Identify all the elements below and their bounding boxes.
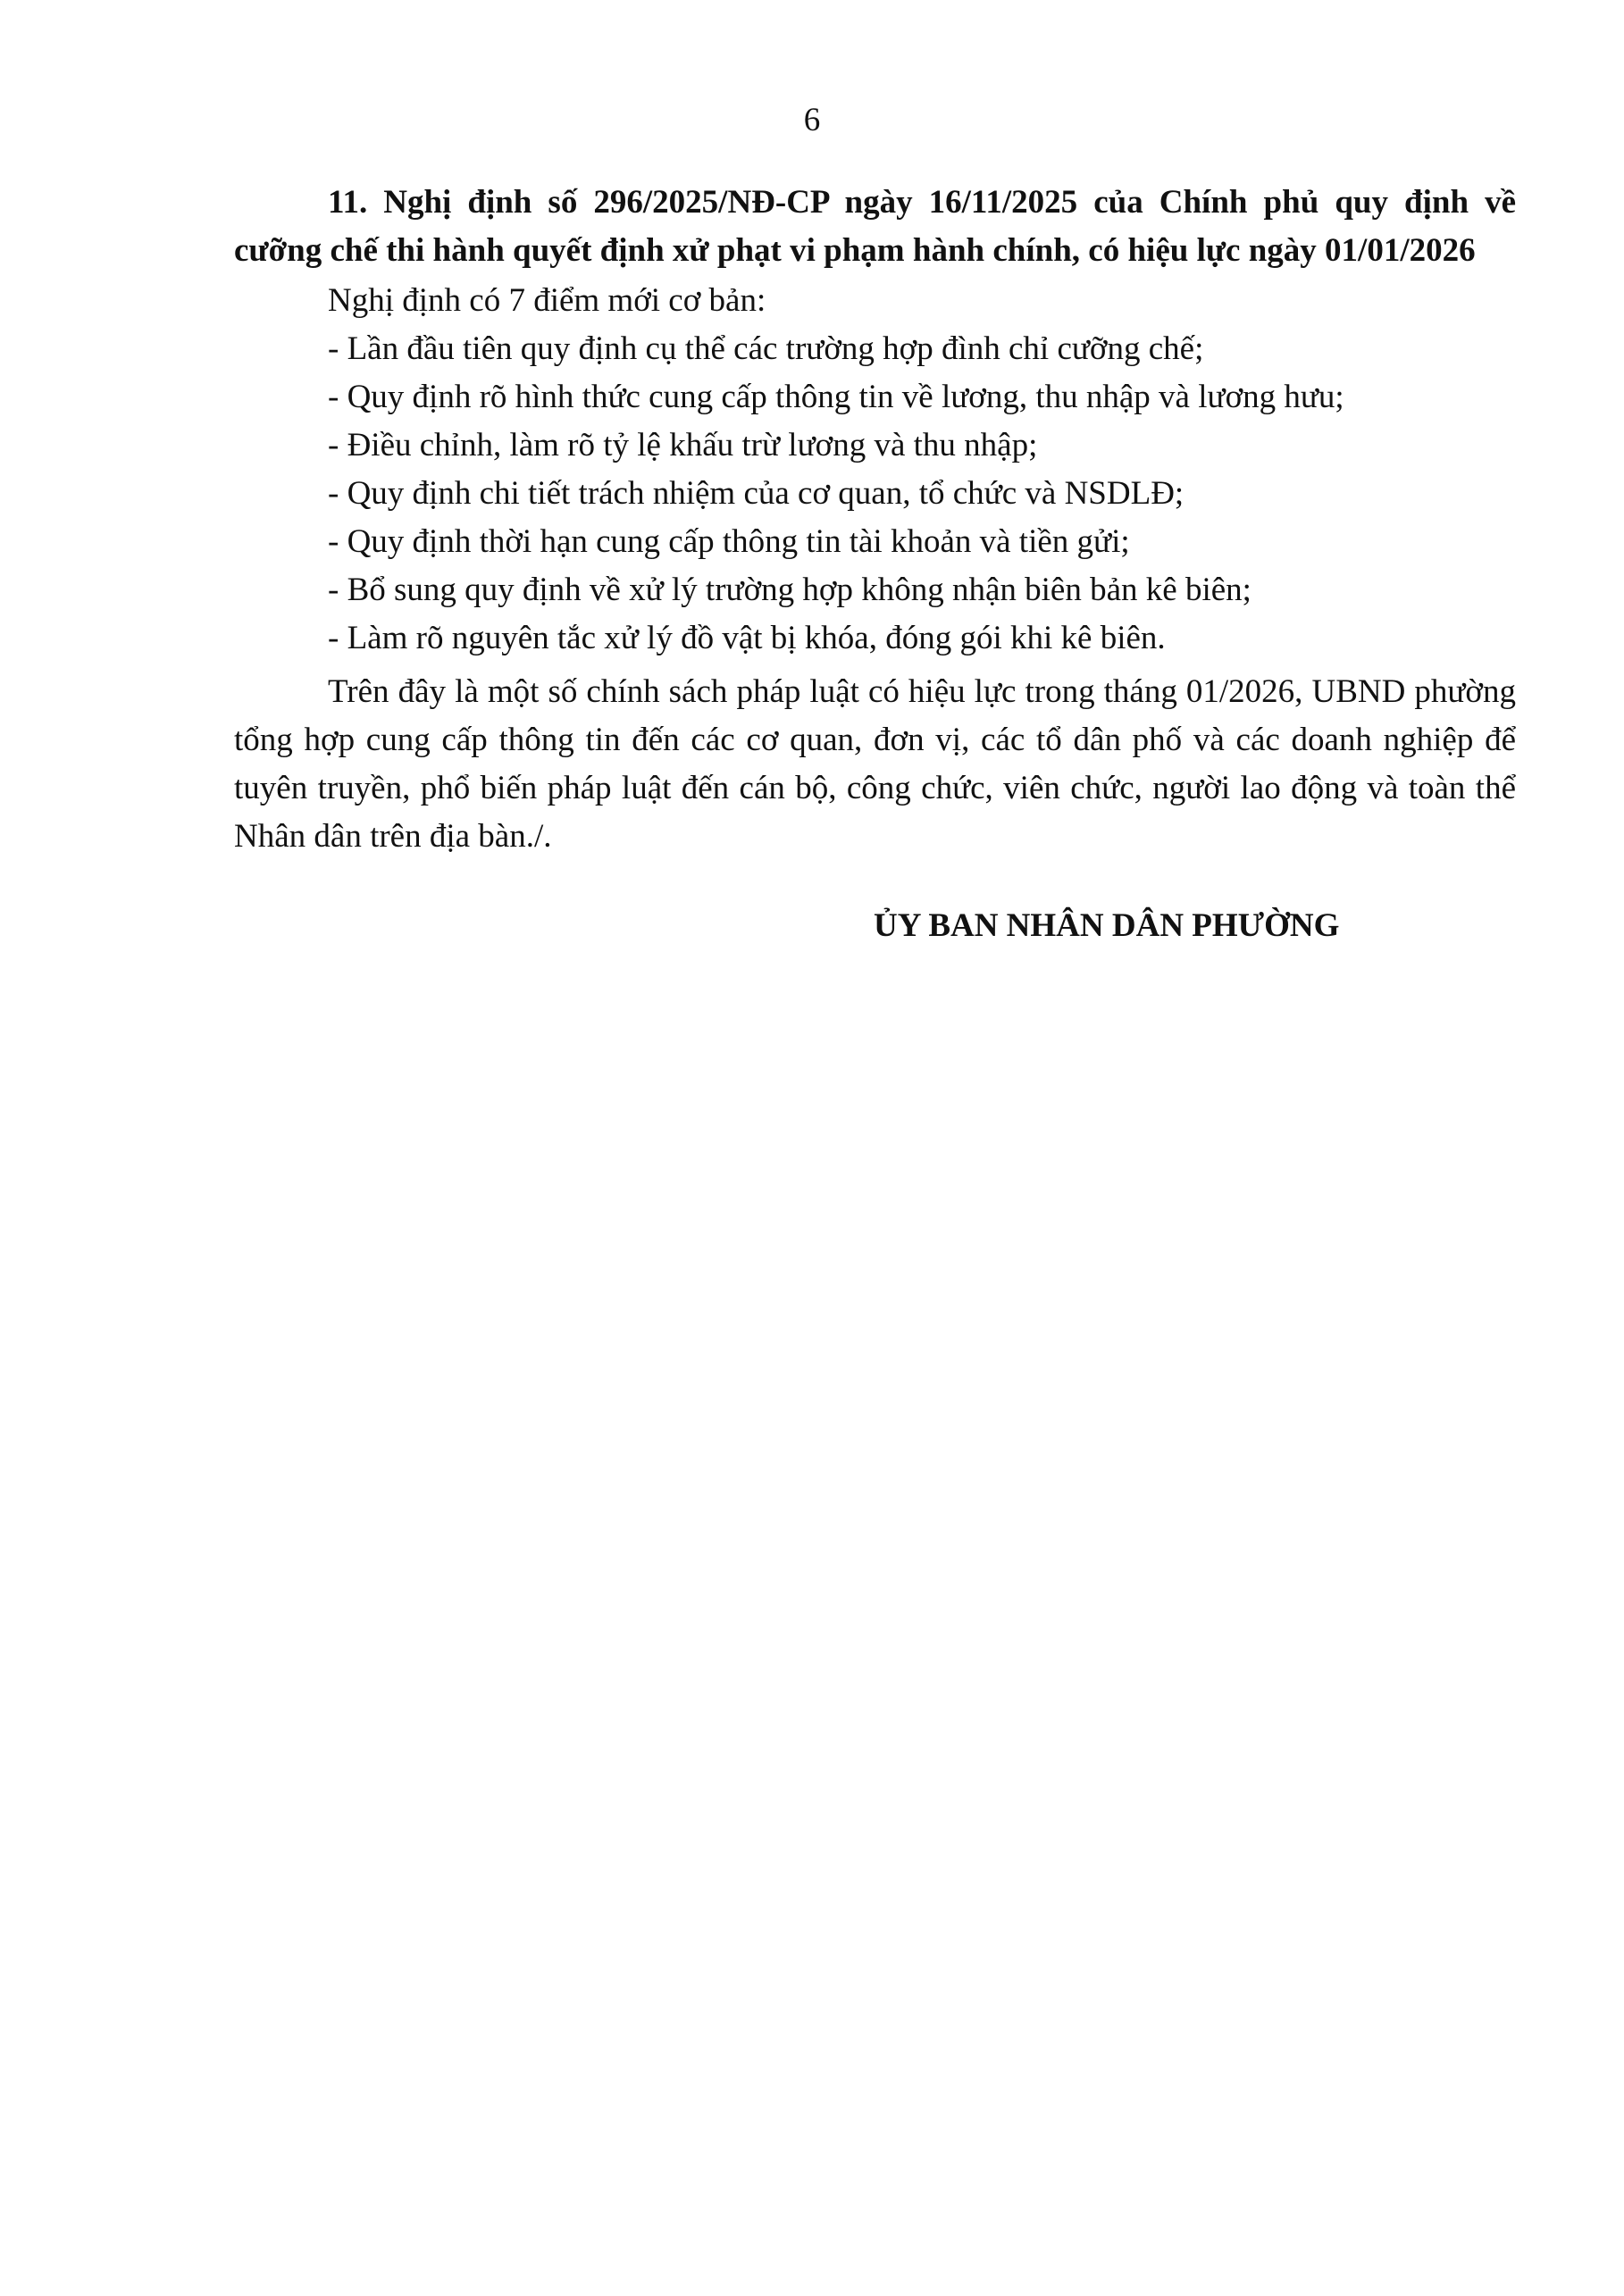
list-item: - Bổ sung quy định về xử lý trường hợp không nhận biên bản kê biên; xyxy=(328,572,1251,608)
list-item: - Quy định thời hạn cung cấp thông tin tài khoản và tiền gửi; xyxy=(328,523,1130,560)
section-intro: Nghị định có 7 điểm mới cơ bản: xyxy=(328,282,766,319)
list-item: - Quy định chi tiết trách nhiệm của cơ quan, tổ chức và NSDLĐ; xyxy=(328,475,1185,512)
section-heading: 11. Nghị định số 296/2025/NĐ-CP ngày 16/11/2025 của Chính phủ quy định về cưỡng chế thi hành quyết định xử phạt vi phạm hành chính, có hiệu lực ngày 01/01/2026 xyxy=(234,184,1516,269)
signature-block: ỦY BAN NHÂN DÂN PHƯỜNG xyxy=(874,907,1340,944)
list-item: - Lần đầu tiên quy định cụ thể các trường hợp đình chỉ cưỡng chế; xyxy=(328,330,1204,367)
page-number: 6 xyxy=(803,102,821,138)
list-item: - Quy định rõ hình thức cung cấp thông tin về lương, thu nhập và lương hưu; xyxy=(328,379,1344,415)
closing-paragraph: Trên đây là một số chính sách pháp luật có hiệu lực trong tháng 01/2026, UBND phường tổng hợp cung cấp thông tin đến các cơ quan, đơn vị, các tổ dân phố và các doanh nghiệp để tuyên truyền, phổ biến pháp luật đến cán bộ, công chức, viên chức, người lao động và toàn thể Nhân dân trên địa bàn./. xyxy=(234,673,1516,855)
bullet-list xyxy=(234,325,1516,663)
list-item: - Làm rõ nguyên tắc xử lý đồ vật bị khóa, đóng gói khi kê biên. xyxy=(328,620,1166,656)
document-body xyxy=(234,179,1516,861)
list-item: - Điều chỉnh, làm rõ tỷ lệ khấu trừ lương và thu nhập; xyxy=(328,427,1038,463)
